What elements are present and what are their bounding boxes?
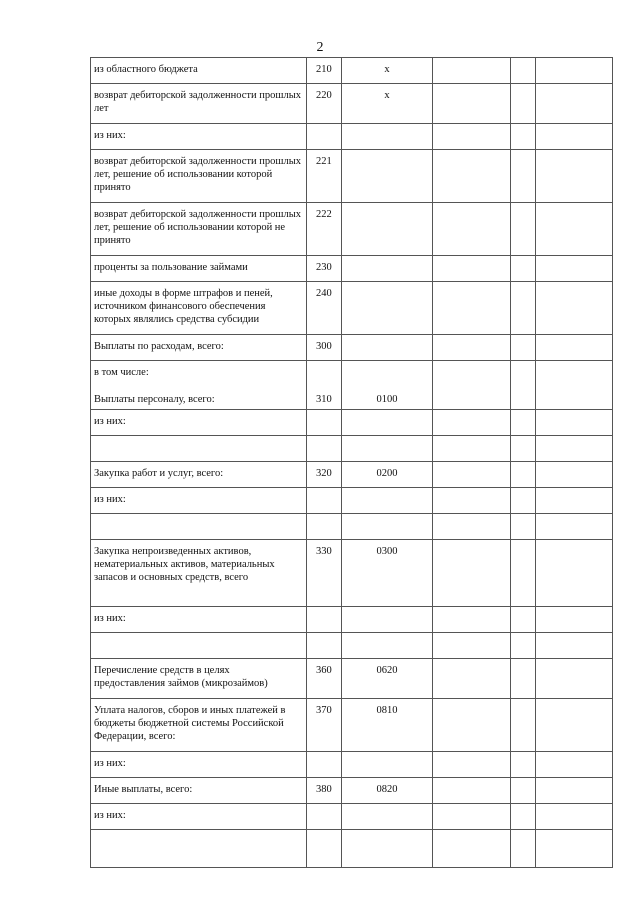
row-name-cell [91, 124, 307, 150]
table-row [91, 436, 613, 462]
empty-value-cell [511, 514, 536, 540]
row-code-cell [307, 752, 342, 778]
row-code-cell [307, 462, 342, 488]
row-name: возврат дебиторской задолженности прошлых лет, решение об использовании которой принято [94, 156, 302, 193]
row-kosgu-cell [342, 124, 433, 150]
table-row [91, 361, 613, 410]
table-row [91, 410, 613, 436]
row-code-cell [307, 410, 342, 436]
row-name-cell [91, 488, 307, 514]
row-code-cell [307, 203, 342, 256]
row-kosgu: 0100 [376, 394, 398, 405]
row-code: 320 [316, 468, 332, 479]
empty-value-cell [511, 804, 536, 830]
empty-value-cell [433, 752, 511, 778]
row-name: возврат дебиторской задолженности прошлых лет, решение об использовании которой не принято [94, 209, 302, 246]
row-code-cell [307, 804, 342, 830]
row-name-cell [91, 540, 307, 607]
empty-value-cell [536, 633, 613, 659]
row-code: 240 [316, 288, 332, 299]
table-row [91, 335, 613, 361]
empty-value-cell [433, 607, 511, 633]
empty-value-cell [433, 58, 511, 84]
row-name-cell [91, 830, 307, 868]
table-row [91, 514, 613, 540]
table-row [91, 203, 613, 256]
empty-value-cell [511, 699, 536, 752]
empty-value-cell [536, 488, 613, 514]
empty-value-cell [536, 335, 613, 361]
empty-value-cell [536, 256, 613, 282]
empty-value-cell [433, 124, 511, 150]
row-kosgu-cell [342, 514, 433, 540]
empty-value-cell [433, 410, 511, 436]
table-row [91, 633, 613, 659]
row-name: иные доходы в форме штрафов и пеней, источником финансового обеспечения которых являлись средства субсидии [94, 288, 273, 325]
row-name: Перечисление средств в целях предоставления займов (микрозаймов) [94, 665, 268, 689]
table-row [91, 58, 613, 84]
row-kosgu-cell [342, 633, 433, 659]
row-name-cell [91, 778, 307, 804]
row-name: Закупка непроизведенных активов, нематериальных активов, материальных запасов и основных средств, всего [94, 546, 275, 583]
empty-value-cell [511, 58, 536, 84]
empty-value-cell [536, 282, 613, 335]
row-name-cell [91, 514, 307, 540]
empty-value-cell [536, 830, 613, 868]
row-name-secondary: Выплаты персоналу, всего: [94, 394, 215, 405]
row-code-cell [307, 659, 342, 699]
row-name-cell [91, 256, 307, 282]
row-code-cell [307, 778, 342, 804]
table-row [91, 124, 613, 150]
row-kosgu: x [384, 90, 390, 101]
row-name-cell [91, 699, 307, 752]
row-kosgu-cell [342, 361, 433, 410]
row-name-cell [91, 84, 307, 124]
empty-value-cell [536, 410, 613, 436]
row-name-cell [91, 335, 307, 361]
empty-value-cell [511, 203, 536, 256]
empty-value-cell [433, 84, 511, 124]
empty-value-cell [511, 752, 536, 778]
table-row [91, 699, 613, 752]
empty-value-cell [433, 633, 511, 659]
empty-value-cell [511, 256, 536, 282]
row-code-cell [307, 361, 342, 410]
empty-value-cell [511, 150, 536, 203]
row-name: из них: [94, 613, 126, 624]
table-row [91, 659, 613, 699]
row-code-cell [307, 540, 342, 607]
empty-value-cell [511, 335, 536, 361]
empty-value-cell [511, 361, 536, 410]
row-kosgu: 0300 [376, 546, 398, 557]
table-row [91, 778, 613, 804]
row-code-cell [307, 488, 342, 514]
empty-value-cell [433, 150, 511, 203]
row-name: в том числе: [94, 367, 149, 378]
empty-value-cell [536, 607, 613, 633]
empty-value-cell [511, 436, 536, 462]
row-code-cell [307, 282, 342, 335]
row-name-cell [91, 58, 307, 84]
row-code: 380 [316, 784, 332, 795]
row-kosgu: 0200 [376, 468, 398, 479]
row-kosgu-cell [342, 58, 433, 84]
table-row [91, 752, 613, 778]
row-code: 210 [316, 64, 332, 75]
page-number: 2 [316, 40, 324, 55]
row-name: Выплаты по расходам, всего: [94, 341, 224, 352]
row-kosgu-cell [342, 830, 433, 868]
row-name: из областного бюджета [94, 64, 198, 75]
empty-value-cell [433, 203, 511, 256]
empty-value-cell [536, 699, 613, 752]
row-code-cell [307, 124, 342, 150]
row-code: 360 [316, 665, 332, 676]
row-kosgu-cell [342, 462, 433, 488]
empty-value-cell [433, 659, 511, 699]
row-code: 330 [316, 546, 332, 557]
row-kosgu-cell [342, 282, 433, 335]
empty-value-cell [433, 699, 511, 752]
empty-value-cell [536, 203, 613, 256]
row-name-cell [91, 361, 307, 410]
empty-value-cell [511, 659, 536, 699]
empty-value-cell [433, 462, 511, 488]
table-row [91, 150, 613, 203]
row-name-cell [91, 436, 307, 462]
row-name: Закупка работ и услуг, всего: [94, 468, 224, 479]
empty-value-cell [433, 488, 511, 514]
row-code-cell [307, 436, 342, 462]
row-code: 230 [316, 262, 332, 273]
row-kosgu-cell [342, 752, 433, 778]
row-code-cell [307, 150, 342, 203]
table-row [91, 540, 613, 607]
row-name-cell [91, 150, 307, 203]
row-name: из них: [94, 758, 126, 769]
empty-value-cell [536, 659, 613, 699]
row-name-cell [91, 282, 307, 335]
table-row [91, 804, 613, 830]
empty-value-cell [536, 778, 613, 804]
row-code: 300 [316, 341, 332, 352]
row-kosgu-cell [342, 436, 433, 462]
empty-value-cell [536, 84, 613, 124]
row-name-cell [91, 633, 307, 659]
empty-value-cell [433, 256, 511, 282]
row-kosgu-cell [342, 84, 433, 124]
row-kosgu-cell [342, 540, 433, 607]
row-code-cell [307, 58, 342, 84]
row-name-cell [91, 462, 307, 488]
row-code-cell [307, 830, 342, 868]
row-code-cell [307, 633, 342, 659]
empty-value-cell [511, 488, 536, 514]
empty-value-cell [536, 514, 613, 540]
row-name-cell [91, 410, 307, 436]
row-kosgu-cell [342, 659, 433, 699]
table-row [91, 256, 613, 282]
table-row [91, 488, 613, 514]
row-name: из них: [94, 494, 126, 505]
row-kosgu-cell [342, 804, 433, 830]
row-code-cell [307, 514, 342, 540]
row-code-cell [307, 335, 342, 361]
empty-value-cell [511, 540, 536, 607]
row-code: 222 [316, 209, 332, 220]
row-name-cell [91, 752, 307, 778]
row-code-cell [307, 256, 342, 282]
row-kosgu: 0820 [376, 784, 398, 795]
row-code: 310 [316, 394, 332, 405]
row-code: 220 [316, 90, 332, 101]
row-kosgu-cell [342, 410, 433, 436]
table-row [91, 830, 613, 868]
table-row [91, 84, 613, 124]
empty-value-cell [536, 150, 613, 203]
row-code: 221 [316, 156, 332, 167]
empty-value-cell [536, 124, 613, 150]
empty-value-cell [536, 462, 613, 488]
table-row [91, 607, 613, 633]
row-kosgu-cell [342, 256, 433, 282]
empty-value-cell [433, 361, 511, 410]
row-kosgu: 0620 [376, 665, 398, 676]
empty-value-cell [536, 436, 613, 462]
empty-value-cell [511, 778, 536, 804]
row-name-cell [91, 804, 307, 830]
empty-value-cell [536, 361, 613, 410]
empty-value-cell [433, 804, 511, 830]
row-kosgu-cell [342, 335, 433, 361]
empty-value-cell [511, 633, 536, 659]
row-code-cell [307, 699, 342, 752]
empty-value-cell [511, 410, 536, 436]
table-row [91, 282, 613, 335]
table-row [91, 462, 613, 488]
row-code-cell [307, 607, 342, 633]
empty-value-cell [536, 752, 613, 778]
row-name: из них: [94, 130, 126, 141]
row-name: Иные выплаты, всего: [94, 784, 193, 795]
budget-table [90, 57, 613, 868]
empty-value-cell [433, 540, 511, 607]
row-name: из них: [94, 416, 126, 427]
row-kosgu-cell [342, 778, 433, 804]
row-kosgu: x [384, 64, 390, 75]
empty-value-cell [536, 804, 613, 830]
row-name: Уплата налогов, сборов и иных платежей в бюджеты бюджетной системы Российской Федерации, всего: [94, 705, 286, 742]
empty-value-cell [433, 282, 511, 335]
empty-value-cell [433, 436, 511, 462]
row-name: проценты за пользование займами [94, 262, 248, 273]
row-name: возврат дебиторской задолженности прошлых лет [94, 90, 302, 114]
empty-value-cell [536, 540, 613, 607]
empty-value-cell [433, 514, 511, 540]
row-kosgu-cell [342, 699, 433, 752]
empty-value-cell [433, 830, 511, 868]
row-kosgu: 0810 [376, 705, 398, 716]
row-name-cell [91, 203, 307, 256]
empty-value-cell [536, 58, 613, 84]
empty-value-cell [511, 607, 536, 633]
row-kosgu-cell [342, 488, 433, 514]
empty-value-cell [433, 778, 511, 804]
empty-value-cell [511, 124, 536, 150]
empty-value-cell [511, 830, 536, 868]
row-code: 370 [316, 705, 332, 716]
row-name-cell [91, 607, 307, 633]
row-name: из них: [94, 810, 126, 821]
empty-value-cell [511, 84, 536, 124]
row-kosgu-cell [342, 150, 433, 203]
row-kosgu-cell [342, 607, 433, 633]
empty-value-cell [433, 335, 511, 361]
row-kosgu-cell [342, 203, 433, 256]
empty-value-cell [511, 462, 536, 488]
row-code-cell [307, 84, 342, 124]
row-name-cell [91, 659, 307, 699]
empty-value-cell [511, 282, 536, 335]
